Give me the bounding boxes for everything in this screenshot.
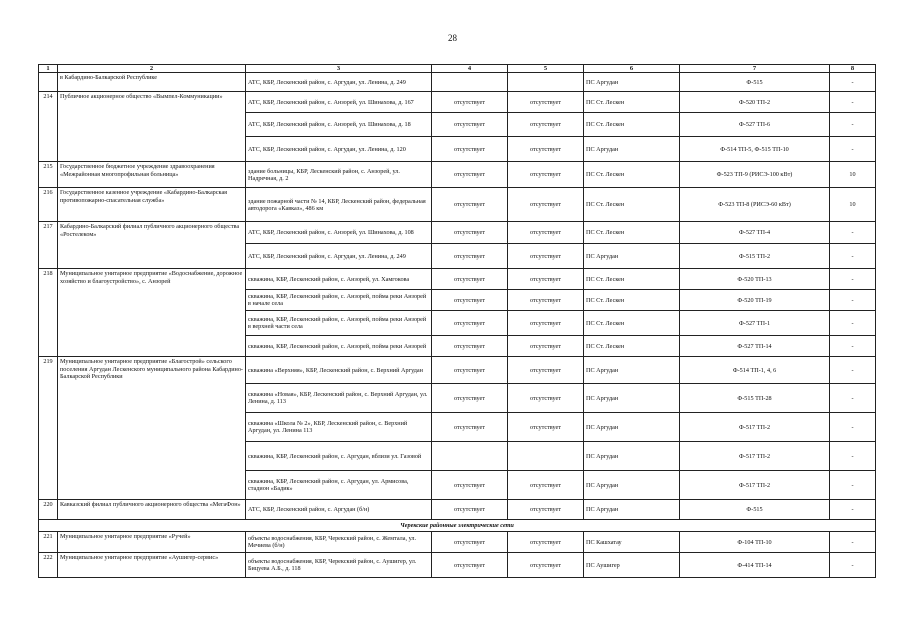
- column-8-value: -: [830, 244, 876, 269]
- column-8-value: -: [830, 222, 876, 244]
- column-header: 6: [584, 65, 680, 73]
- feeder-name: Ф-520 ТП-2: [680, 92, 830, 113]
- column-4-value: отсутствует: [432, 222, 508, 244]
- column-8-value: -: [830, 73, 876, 92]
- table-row: [39, 222, 876, 244]
- column-4-value: отсутствует: [432, 290, 508, 311]
- column-4-value: отсутствует: [432, 500, 508, 520]
- substation-name: ПС Ст. Лескен: [584, 162, 680, 188]
- column-header: 7: [680, 65, 830, 73]
- table-row: [39, 532, 876, 553]
- feeder-name: Ф-515: [680, 73, 830, 92]
- column-8-value: 10: [830, 162, 876, 188]
- column-5-value: отсутствует: [508, 188, 584, 222]
- row-number: 217: [39, 222, 58, 269]
- organization-name: в Кабардино-Балкарской Республике: [58, 73, 246, 92]
- row-number: 215: [39, 162, 58, 188]
- feeder-name: Ф-517 ТП-2: [680, 442, 830, 471]
- table-row: [39, 357, 876, 384]
- substation-name: ПС Ст. Лескен: [584, 311, 680, 336]
- organization-name: Муниципальное унитарное предприятие «Ручей»: [58, 532, 246, 553]
- feeder-name: Ф-520 ТП-13: [680, 269, 830, 290]
- column-header: 4: [432, 65, 508, 73]
- column-5-value: отсутствует: [508, 290, 584, 311]
- column-4-value: отсутствует: [432, 357, 508, 384]
- column-5-value: отсутствует: [508, 413, 584, 442]
- column-8-value: -: [830, 413, 876, 442]
- column-header: 1: [39, 65, 58, 73]
- object-address: АТС, КБР, Лескенский район, с. Аргудан, ул. Ленина, д. 249: [246, 244, 432, 269]
- column-5-value: отсутствует: [508, 113, 584, 137]
- column-4-value: [432, 73, 508, 92]
- substation-name: ПС Аргудан: [584, 500, 680, 520]
- object-address: АТС, КБР, Лескенский район, с. Аргудан, ул. Ленина, д. 120: [246, 137, 432, 162]
- object-address: скважина «Новая», КБР, Лескенский район, с. Верхний Аргудан, ул. Ленина, д. 113: [246, 384, 432, 413]
- substation-name: ПС Ст. Лескен: [584, 113, 680, 137]
- page-number: 28: [448, 33, 457, 43]
- column-8-value: -: [830, 269, 876, 290]
- organization-name: Публичное акционерное общество «Вымпел-Коммуникации»: [58, 92, 246, 162]
- row-number: 216: [39, 188, 58, 222]
- substation-name: ПС Аушигер: [584, 553, 680, 578]
- feeder-name: Ф-517 ТП-2: [680, 471, 830, 500]
- object-address: скважина, КБР, Лескенский район, с. Аргудан, вблизи ул. Газовой: [246, 442, 432, 471]
- column-4-value: отсутствует: [432, 113, 508, 137]
- column-5-value: отсутствует: [508, 384, 584, 413]
- table-body: [39, 73, 876, 578]
- substation-name: ПС Ст. Лескен: [584, 188, 680, 222]
- column-8-value: -: [830, 336, 876, 357]
- column-4-value: отсутствует: [432, 553, 508, 578]
- object-address: объекты водоснабжения, КБР, Черекский район, с. Аушигер, ул. Бицуева А.Б., д. 118: [246, 553, 432, 578]
- object-address: АТС, КБР, Лескенский район, с. Анзорей, ул. Шинахова, д. 167: [246, 92, 432, 113]
- feeder-name: Ф-514 ТП-1, 4, 6: [680, 357, 830, 384]
- feeder-name: Ф-520 ТП-19: [680, 290, 830, 311]
- feeder-name: Ф-527 ТП-4: [680, 222, 830, 244]
- object-address: скважина, КБР, Лескенский район, с. Аргудан, ул. Армисова, стадион «Бадик»: [246, 471, 432, 500]
- organization-name: Кавказский филиал публичного акционерного общества «МегаФон»: [58, 500, 246, 520]
- object-address: скважина «Школа № 2», КБР, Лескенский район, с. Верхний Аргудан, ул. Ленина 113: [246, 413, 432, 442]
- column-5-value: отсутствует: [508, 357, 584, 384]
- column-4-value: отсутствует: [432, 162, 508, 188]
- feeder-name: Ф-514 ТП-5, Ф-515 ТП-10: [680, 137, 830, 162]
- column-5-value: отсутствует: [508, 471, 584, 500]
- object-address: АТС, КБР, Лескенский район, с. Аргудан, ул. Ленина, д. 249: [246, 73, 432, 92]
- column-5-value: [508, 73, 584, 92]
- column-8-value: -: [830, 92, 876, 113]
- column-5-value: отсутствует: [508, 222, 584, 244]
- column-8-value: 10: [830, 188, 876, 222]
- organization-name: Государственное казенное учреждение «Кабардино-Балкарская противопожарно-спасательная служба»: [58, 188, 246, 222]
- substation-name: ПС Аргудан: [584, 384, 680, 413]
- substation-name: ПС Кашхатау: [584, 532, 680, 553]
- column-header: 5: [508, 65, 584, 73]
- column-4-value: отсутствует: [432, 188, 508, 222]
- column-8-value: -: [830, 311, 876, 336]
- column-8-value: -: [830, 113, 876, 137]
- column-4-value: отсутствует: [432, 137, 508, 162]
- row-number: 222: [39, 553, 58, 578]
- substation-name: ПС Аргудан: [584, 244, 680, 269]
- substation-name: ПС Аргудан: [584, 73, 680, 92]
- data-table: [38, 64, 876, 578]
- column-4-value: отсутствует: [432, 413, 508, 442]
- column-8-value: -: [830, 500, 876, 520]
- row-number: 221: [39, 532, 58, 553]
- object-address: здание пожарной части № 14, КБР, Лескенский район, федеральная автодорога «Кавказ», 486 км: [246, 188, 432, 222]
- column-5-value: отсутствует: [508, 92, 584, 113]
- feeder-name: Ф-414 ТП-14: [680, 553, 830, 578]
- substation-name: ПС Аргудан: [584, 471, 680, 500]
- column-4-value: отсутствует: [432, 244, 508, 269]
- column-header: 3: [246, 65, 432, 73]
- row-number: 214: [39, 92, 58, 162]
- object-address: АТС, КБР, Лескенский район, с. Анзорей, ул. Шинахова, д. 108: [246, 222, 432, 244]
- object-address: скважина, КБР, Лескенский район, с. Анзорей, пойма реки Анзорей в верхней части села: [246, 311, 432, 336]
- column-5-value: отсутствует: [508, 532, 584, 553]
- object-address: скважина, КБР, Лескенский район, с. Анзорей, пойма реки Анзорей: [246, 336, 432, 357]
- object-address: здание больницы, КБР, Лескенский район, с. Анзорей, ул. Надречная, д. 2: [246, 162, 432, 188]
- object-address: АТС, КБР, Лескенский район, с. Аргудан (б/н): [246, 500, 432, 520]
- row-number: 218: [39, 269, 58, 357]
- table-row: [39, 500, 876, 520]
- row-number: 219: [39, 357, 58, 500]
- substation-name: ПС Ст. Лескен: [584, 336, 680, 357]
- column-5-value: отсутствует: [508, 336, 584, 357]
- organization-name: Муниципальное унитарное предприятие «Благострой» сельского поселения Аргудан Лескенского муниципального района Кабардино-Балкарской Республики: [58, 357, 246, 500]
- column-5-value: отсутствует: [508, 162, 584, 188]
- column-8-value: -: [830, 357, 876, 384]
- row-number: 220: [39, 500, 58, 520]
- substation-name: ПС Ст. Лескен: [584, 92, 680, 113]
- column-8-value: -: [830, 553, 876, 578]
- column-4-value: отсутствует: [432, 532, 508, 553]
- column-5-value: отсутствует: [508, 269, 584, 290]
- table-row: [39, 162, 876, 188]
- substation-name: ПС Ст. Лескен: [584, 222, 680, 244]
- table-row: [39, 188, 876, 222]
- column-8-value: -: [830, 290, 876, 311]
- column-4-value: отсутствует: [432, 92, 508, 113]
- column-5-value: отсутствует: [508, 553, 584, 578]
- object-address: АТС, КБР, Лескенский район, с. Анзорей, ул. Шинахова, д. 18: [246, 113, 432, 137]
- column-4-value: отсутствует: [432, 269, 508, 290]
- feeder-name: Ф-515 ТП-2: [680, 244, 830, 269]
- row-number: [39, 73, 58, 92]
- object-address: скважина «Верхняя», КБР, Лескенский район, с. Верхний Аргудан: [246, 357, 432, 384]
- organization-name: Муниципальное унитарное предприятие «Водоснабжение, дорожное хозяйство и благоустройство», с. Анзорей: [58, 269, 246, 357]
- column-8-value: -: [830, 532, 876, 553]
- column-header: 2: [58, 65, 246, 73]
- section-title: Черекские районные электрические сети: [39, 520, 876, 532]
- object-address: скважина, КБР, Лескенский район, с. Анзорей, пойма реки Анзорей в начале села: [246, 290, 432, 311]
- feeder-name: Ф-523 ТП-8 (РИСЭ-60 кВт): [680, 188, 830, 222]
- column-4-value: отсутствует: [432, 336, 508, 357]
- organization-name: Государственное бюджетное учреждение здравоохранения «Межрайонная многопрофильная больница»: [58, 162, 246, 188]
- object-address: объекты водоснабжения, КБР, Черекский район, с. Жемтала, ул. Мечиева (б/н): [246, 532, 432, 553]
- column-4-value: отсутствует: [432, 384, 508, 413]
- column-5-value: отсутствует: [508, 311, 584, 336]
- column-4-value: отсутствует: [432, 311, 508, 336]
- organization-name: Кабардино-Балкарский филиал публичного акционерного общества «Ростелеком»: [58, 222, 246, 269]
- column-8-value: -: [830, 137, 876, 162]
- feeder-name: Ф-527 ТП-6: [680, 113, 830, 137]
- table-row: [39, 269, 876, 290]
- organization-name: Муниципальное унитарное предприятие «Аушигер-сервис»: [58, 553, 246, 578]
- substation-name: ПС Аргудан: [584, 357, 680, 384]
- table-row: [39, 73, 876, 92]
- substation-name: ПС Аргудан: [584, 442, 680, 471]
- feeder-name: Ф-104 ТП-10: [680, 532, 830, 553]
- substation-name: ПС Ст. Лескен: [584, 290, 680, 311]
- feeder-name: Ф-515 ТП-28: [680, 384, 830, 413]
- column-5-value: отсутствует: [508, 500, 584, 520]
- feeder-name: Ф-517 ТП-2: [680, 413, 830, 442]
- column-5-value: отсутствует: [508, 244, 584, 269]
- substation-name: ПС Аргудан: [584, 137, 680, 162]
- column-5-value: [508, 442, 584, 471]
- column-8-value: -: [830, 471, 876, 500]
- table-row: [39, 92, 876, 113]
- feeder-name: Ф-527 ТП-1: [680, 311, 830, 336]
- column-5-value: отсутствует: [508, 137, 584, 162]
- feeder-name: Ф-527 ТП-14: [680, 336, 830, 357]
- column-4-value: [432, 442, 508, 471]
- header-row: [39, 65, 876, 73]
- substation-name: ПС Аргудан: [584, 413, 680, 442]
- column-header: 8: [830, 65, 876, 73]
- column-4-value: отсутствует: [432, 471, 508, 500]
- feeder-name: Ф-515: [680, 500, 830, 520]
- section-row: [39, 520, 876, 532]
- column-8-value: -: [830, 442, 876, 471]
- substation-name: ПС Ст. Лескен: [584, 269, 680, 290]
- feeder-name: Ф-523 ТП-9 (РИСЭ-100 кВт): [680, 162, 830, 188]
- table-row: [39, 553, 876, 578]
- column-8-value: -: [830, 384, 876, 413]
- object-address: скважина, КБР, Лескенский район, с. Анзорей, ул. Хамгокова: [246, 269, 432, 290]
